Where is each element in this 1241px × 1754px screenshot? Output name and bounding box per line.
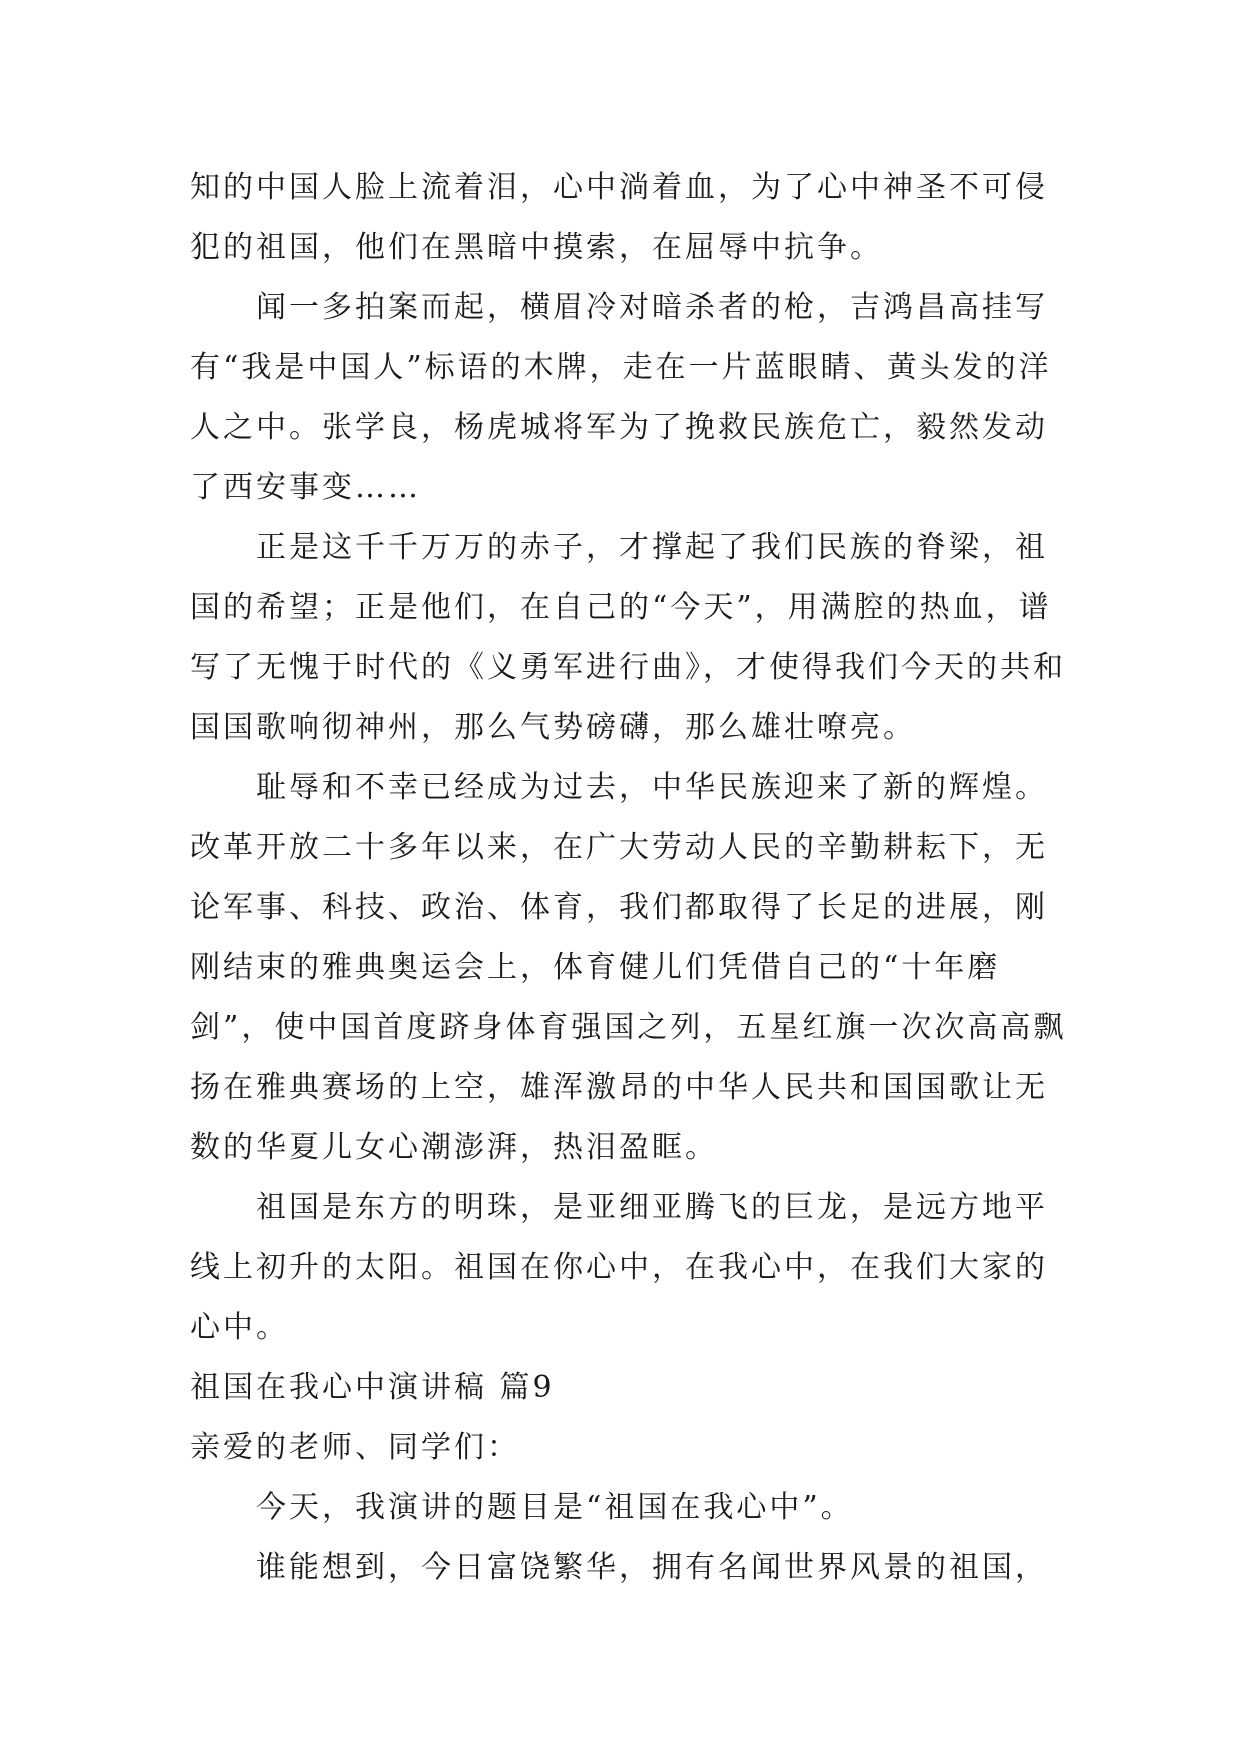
paragraph: 知的中国人脸上流着泪，心中淌着血，为了心中神圣不可侵犯的祖国，他们在黑暗中摸索，在屈辱中抗争。 — [190, 170, 1048, 265]
section-title: 祖国在我心中演讲稿 篇9 — [190, 1370, 555, 1405]
paragraph: 闻一多拍案而起，横眉冷对暗杀者的枪，吉鸿昌高挂写有“我是中国人”标语的木牌，走在一片蓝眼睛、黄头发的洋人之中。张学良，杨虎城将军为了挽救民族危亡，毅然发动了西安事变…… — [190, 290, 1052, 505]
paragraph: 祖国是东方的明珠，是亚细亚腾飞的巨龙，是远方地平线上初升的太阳。祖国在你心中，在我心中，在我们大家的心中。 — [190, 1190, 1048, 1345]
paragraph: 今天，我演讲的题目是“祖国在我心中”。 — [256, 1490, 854, 1525]
salutation: 亲爱的老师、同学们： — [190, 1430, 520, 1465]
paragraph: 正是这千千万万的赤子，才撑起了我们民族的脊梁，祖国的希望；正是他们，在自己的“今天”，用满腔的热血，谱写了无愧于时代的《义勇军进行曲》，才使得我们今天的共和国国歌响彻神州，那么气势磅礴，那么雄壮嘹亮。 — [190, 530, 1066, 745]
paragraph: 耻辱和不幸已经成为过去，中华民族迎来了新的辉煌。改革开放二十多年以来，在广大劳动人民的辛勤耕耘下，无论军事、科技、政治、体育，我们都取得了长足的进展，刚刚结束的雅典奥运会上，体育健儿们凭借自己的“十年磨剑”，使中国首度跻身体育强国之列，五星红旗一次次高高飘扬在雅典赛场的上空，雄浑激昂的中华人民共和国国歌让无数的华夏儿女心潮澎湃，热泪盈眶。 — [190, 770, 1067, 1165]
paragraph: 谁能想到，今日富饶繁华，拥有名闻世界风景的祖国， — [256, 1550, 1048, 1585]
document-body — [190, 158, 1070, 1598]
